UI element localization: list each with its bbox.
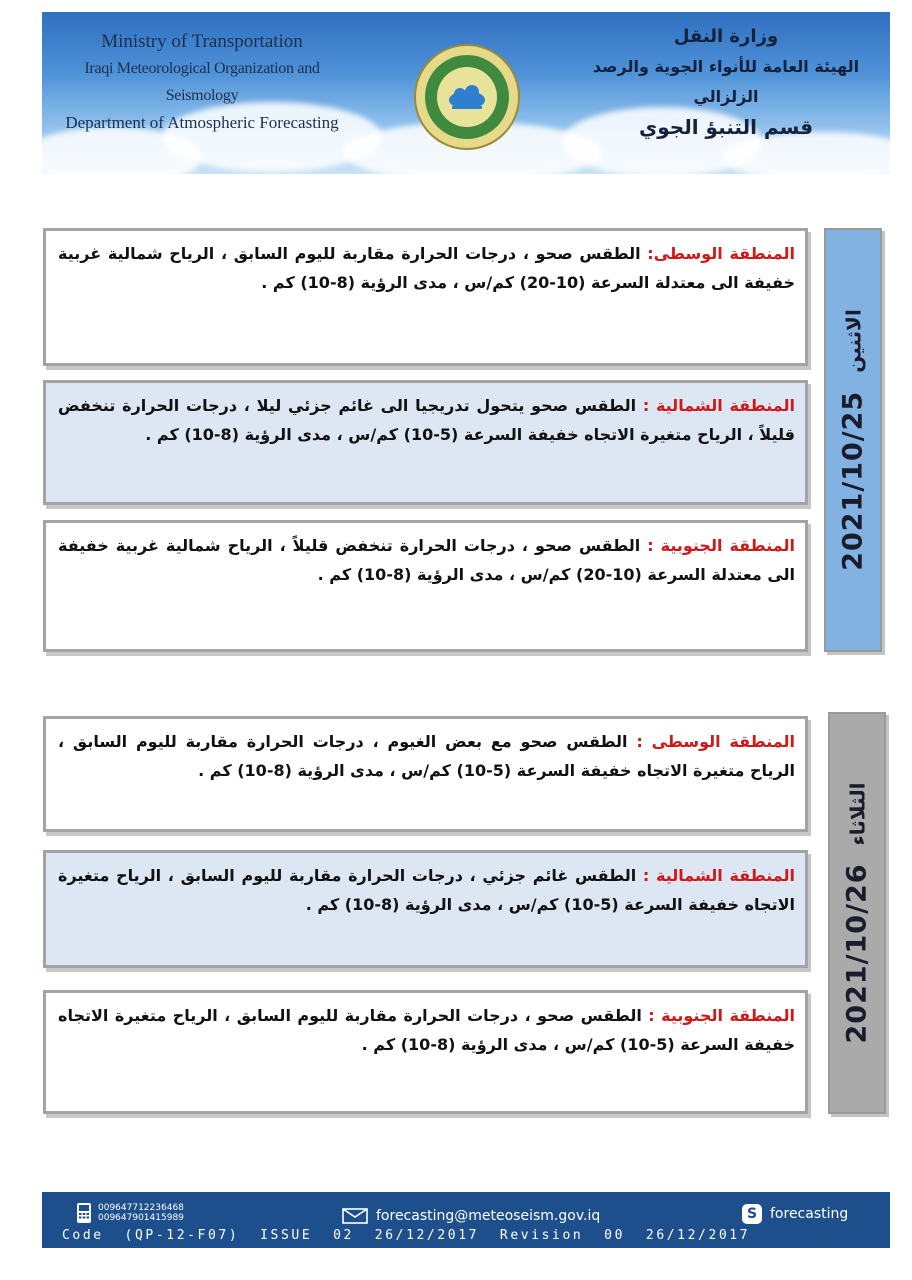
region-forecast-text: الطقس صحو ، درجات الحرارة مقاربة لليوم السابق ، الرياح شمالية غربية خفيفة الى معتدلة السرعة (10-20) كم/س ، مدى الرؤية (8-10) كم . xyxy=(58,244,795,292)
day2-name: الثلاثاء xyxy=(845,782,869,846)
day2-date: 2021/10/26 xyxy=(841,863,873,1044)
skype-handle: forecasting xyxy=(770,1206,849,1222)
day2-date-strip xyxy=(828,712,886,1114)
region-label: المنطقة الجنوبية : xyxy=(647,536,796,555)
ministry-name-ar: وزارة النقل xyxy=(673,26,779,47)
region-forecast-text: الطقس صحو يتحول تدريجيا الى غائم جزئي ليلا ، درجات الحرارة تنخفض قليلاً ، الرياح متغيرة الاتجاه خفيفة السرعة (5-10) كم/س ، مدى الرؤية (8-10) كم . xyxy=(58,396,795,444)
day1-southern-region xyxy=(43,520,808,652)
day2-central-region xyxy=(43,716,808,832)
day1-central-region xyxy=(43,228,808,366)
footer-bar xyxy=(42,1192,890,1248)
skype-contact[interactable] xyxy=(742,1204,848,1224)
region-forecast-text: الطقس صحو ، درجات الحرارة تنخفض قليلاً ، الرياح شمالية غربية خفيفة الى معتدلة السرعة (10-20) كم/س ، مدى الرؤية (8-10) كم . xyxy=(58,536,795,584)
email-contact[interactable] xyxy=(342,1208,600,1224)
ministry-name-en: Ministry of Transportation xyxy=(101,31,303,52)
header-banner xyxy=(42,12,890,174)
region-label: المنطقة الشمالية : xyxy=(642,396,795,415)
region-forecast-text: الطقس غائم جزئي ، درجات الحرارة مقاربة لليوم السابق ، الرياح متغيرة الاتجاه خفيفة السرعة (5-10) كم/س ، مدى الرؤية (8-10) كم . xyxy=(58,866,795,914)
phone-number-1: 009647712236468 xyxy=(98,1203,184,1213)
header-arabic-title xyxy=(576,22,876,142)
region-label: المنطقة الشمالية : xyxy=(642,866,795,885)
region-label: المنطقة الجنوبية : xyxy=(648,1006,796,1025)
day1-date-strip xyxy=(824,228,882,652)
phone-contact xyxy=(76,1202,184,1224)
department-name-ar: قسم التنبؤ الجوي xyxy=(638,115,814,139)
region-label: المنطقة الوسطى: xyxy=(647,244,795,263)
organization-logo xyxy=(412,42,522,152)
region-forecast-text: الطقس صحو ، درجات الحرارة مقاربة لليوم السابق ، الرياح متغيرة الاتجاه خفيفة السرعة (5-10) كم/س ، مدى الرؤية (8-10) كم . xyxy=(58,1006,795,1054)
day1-date: 2021/10/25 xyxy=(837,390,869,571)
mail-icon xyxy=(342,1208,368,1224)
organization-name-en: Iraqi Meteorological Organization and Seismology xyxy=(84,60,320,104)
organization-name-ar: الهيئة العامة للأنواء الجوية والرصد الزلزالي xyxy=(592,57,860,106)
phone-number-2: 009647901415989 xyxy=(98,1213,184,1223)
day1-northern-region xyxy=(43,380,808,505)
department-name-en: Department of Atmospheric Forecasting xyxy=(65,113,339,132)
region-forecast-text: الطقس صحو مع بعض الغيوم ، درجات الحرارة مقاربة لليوم السابق ، الرياح متغيرة الاتجاه خفيفة السرعة (5-10) كم/س ، مدى الرؤية (8-10) كم . xyxy=(58,732,795,780)
day2-northern-region xyxy=(43,850,808,968)
skype-icon: S xyxy=(742,1204,762,1224)
phone-icon xyxy=(76,1202,92,1224)
day1-name: الاثنين xyxy=(841,309,865,373)
email-address: forecasting@meteoseism.gov.iq xyxy=(376,1208,601,1224)
document-code: Code (QP-12-F07) ISSUE 02 26/12/2017 Revision 00 26/12/2017 xyxy=(62,1228,751,1243)
day2-southern-region xyxy=(43,990,808,1114)
header-english-title xyxy=(52,28,352,136)
region-label: المنطقة الوسطى : xyxy=(636,732,796,751)
